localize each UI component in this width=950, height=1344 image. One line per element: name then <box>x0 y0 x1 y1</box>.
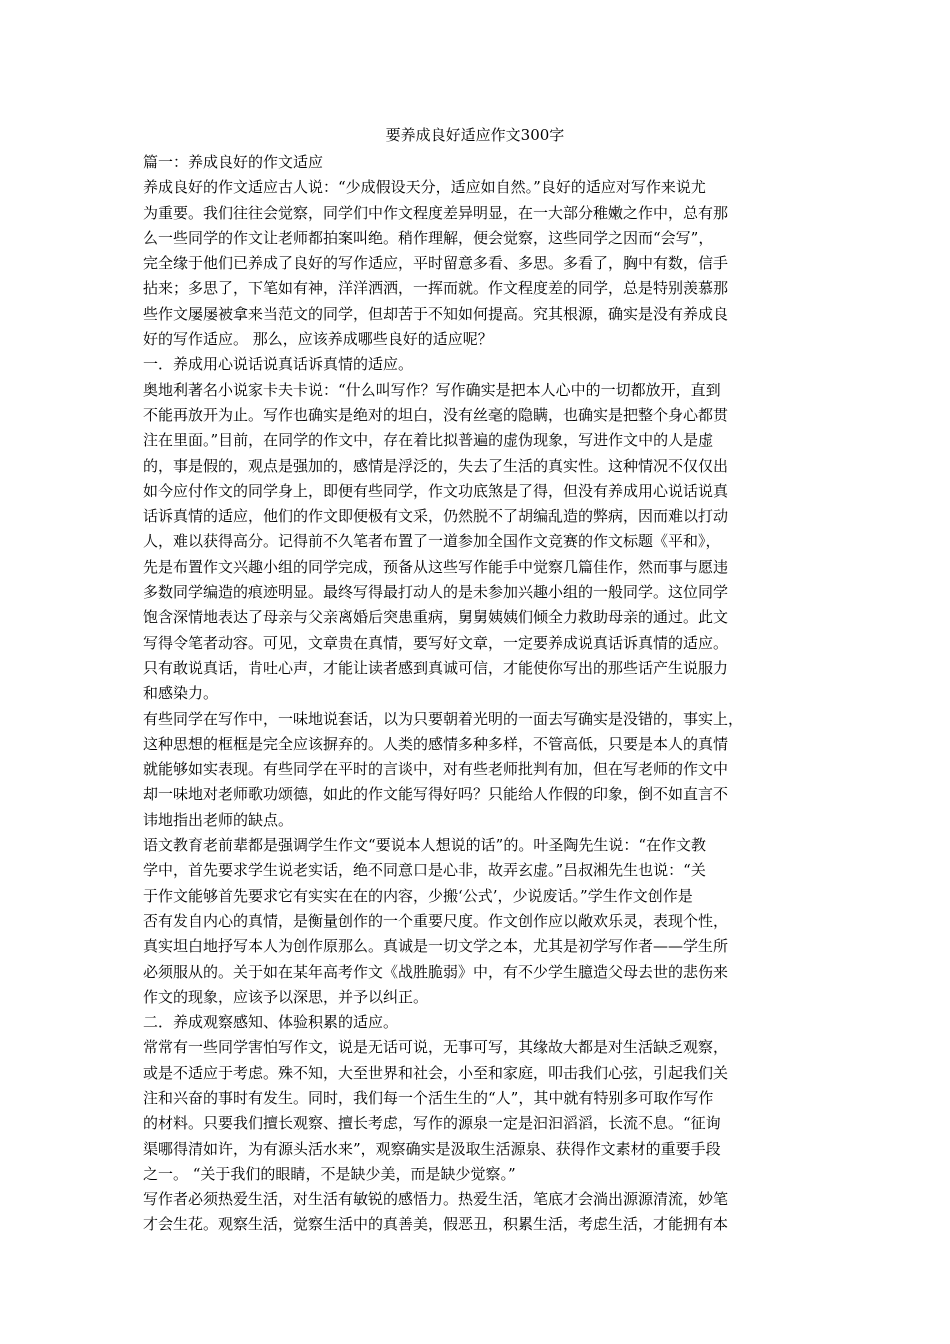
text-line: 渠哪得清如许，为有源头活水来”，观察确实是汲取生活源泉、获得作文素材的重要手段 <box>143 1139 721 1158</box>
text-line: 篇一：养成良好的作文适应 <box>143 153 324 171</box>
text-line: 的，事是假的，观点是强加的，感情是浮泛的，失去了生活的真实性。这种情况不仅仅出 <box>143 456 729 475</box>
text-line: 和感染力。 <box>143 684 219 703</box>
text-line: 二．养成观察感知、体验积累的适应。 <box>143 1013 399 1032</box>
text-line: 有些同学在写作中，一味地说套话，以为只要朝着光明的一面去写确实是没错的，事实上， <box>143 709 744 728</box>
text-line: 多数同学编造的痕迹明显。最终写得最打动人的是未参加兴趣小组的一般同学。这位同学 <box>143 583 729 602</box>
text-line: 为重要。我们往往会觉察，同学们中作文程度差异明显，在一大部分稚嫩之作中，总有那 <box>143 203 729 222</box>
text-line: 人，难以获得高分。记得前不久笔者布置了一道参加全国作文竞赛的作文标题《平和》， <box>143 532 721 551</box>
text-line: 完全缘于他们已养成了良好的写作适应，平时留意多看、多思。多看了，胸中有数，信手 <box>143 254 729 273</box>
text-line: 饱含深情地表达了母亲与父亲离婚后突患重病，舅舅姨姨们倾全力救助母亲的通过。此文 <box>143 608 729 627</box>
text-line: 作文的现象，应该予以深思，并予以纠正。 <box>143 987 429 1006</box>
text-line: 或是不适应于考虑。殊不知，大至世界和社会，小至和家庭，叩击我们心弦，引起我们关 <box>143 1063 729 1082</box>
text-line: 真实坦白地抒写本人为创作原那么。真诚是一切文学之本，尤其是初学写作者——学生所 <box>143 937 729 956</box>
text-line: 讳地指出老师的缺点。 <box>143 810 294 829</box>
text-line: 好的写作适应。 那么，应该养成哪些良好的适应呢？ <box>143 330 493 349</box>
text-line: 些作文屡屡被拿来当范文的同学，但却苦于不知如何提高。究其根源，确实是没有养成良 <box>143 304 729 323</box>
text-line: 一．养成用心说话说真话诉真情的适应。 <box>143 355 414 374</box>
text-line: 之一。 “关于我们的眼睛，不是缺少美，而是缺少觉察。” <box>143 1164 516 1183</box>
text-line: 拈来；多思了，下笔如有神，洋洋洒洒，一挥而就。作文程度差的同学，总是特别羡慕那 <box>143 279 729 298</box>
text-line: 写得令笔者动容。可见，文章贵在真情，要写好文章，一定要养成说真话诉真情的适应。 <box>143 633 729 652</box>
text-line: 奥地利著名小说家卡夫卡说：“什么叫写作？写作确实是把本人心中的一切都放开，直到 <box>143 380 721 399</box>
text-line: 就能够如实表现。有些同学在平时的言谈中，对有些老师批判有加，但在写老师的作文中 <box>143 760 729 779</box>
text-line: 如今应付作文的同学身上，即便有些同学，作文功底煞是了得，但没有养成用心说话说真 <box>143 481 729 500</box>
text-line: 语文教育老前辈都是强调学生作文“要说本人想说的话”的。叶圣陶先生说：“在作文教 <box>143 836 707 855</box>
text-line: 于作文能够首先要求它有实实在在的内容，少搬‘公式’，少说废话。”学生作文创作是 <box>143 886 693 905</box>
text-line: 写作者必须热爱生活，对生活有敏锐的感悟力。热爱生活，笔底才会淌出源源清流，妙笔 <box>143 1190 729 1209</box>
text-line: 话诉真情的适应，他们的作文即便极有文采，仍然脱不了胡编乱造的弊病，因而难以打动 <box>143 507 729 526</box>
text-line: 才会生花。观察生活，觉察生活中的真善美，假恶丑，积累生活，考虑生活，才能拥有本 <box>143 1215 729 1234</box>
document-title: 要养成良好适应作文300字 <box>385 126 565 144</box>
text-line: 不能再放开为止。写作也确实是绝对的坦白，没有丝毫的隐瞒，也确实是把整个身心都贯 <box>143 405 729 424</box>
text-line: 否有发自内心的真情，是衡量创作的一个重要尺度。作文创作应以敞欢乐灵，表现个性， <box>143 911 729 930</box>
text-line: 么一些同学的作文让老师都拍案叫绝。稍作理解，便会觉察，这些同学之因而“会写”， <box>143 228 714 247</box>
text-line: 的材料。只要我们擅长观察、擅长考虑，写作的源泉一定是汩汩滔滔，长流不息。“征询 <box>143 1114 721 1133</box>
text-line: 却一味地对老师歌功颂德，如此的作文能写得好吗？只能给人作假的印象，倒不如直言不 <box>143 785 729 804</box>
text-line: 这种思想的框框是完全应该摒弃的。人类的感情多种多样，不管高低，只要是本人的真情 <box>143 734 729 753</box>
text-line: 必须服从的。关于如在某年高考作文《战胜脆弱》中，有不少学生臆造父母去世的悲伤来 <box>143 962 729 981</box>
text-line: 常常有一些同学害怕写作文，说是无话可说，无事可写，其缘故大都是对生活缺乏观察， <box>143 1038 729 1057</box>
text-line: 注和兴奋的事时有发生。同时，我们每一个活生生的“人”，其中就有特别多可取作写作 <box>143 1088 714 1107</box>
text-line: 注在里面。”目前，在同学的作文中，存在着比拟普遍的虚伪现象，写进作文中的人是虚 <box>143 431 714 450</box>
text-line: 只有敢说真话，肯吐心声，才能让读者感到真诚可信，才能使你写出的那些话产生说服力 <box>143 658 729 677</box>
text-line: 学中，首先要求学生说老实话，绝不同意口是心非，故弄玄虚。”吕叔湘先生也说：“关 <box>143 861 706 880</box>
document-body <box>143 150 803 1238</box>
text-line: 养成良好的作文适应古人说：“少成假设天分，适应如自然。”良好的适应对写作来说尤 <box>143 178 706 197</box>
text-line: 先是布置作文兴趣小组的同学完成，预备从这些写作能手中觉察几篇佳作，然而事与愿违 <box>143 557 729 576</box>
